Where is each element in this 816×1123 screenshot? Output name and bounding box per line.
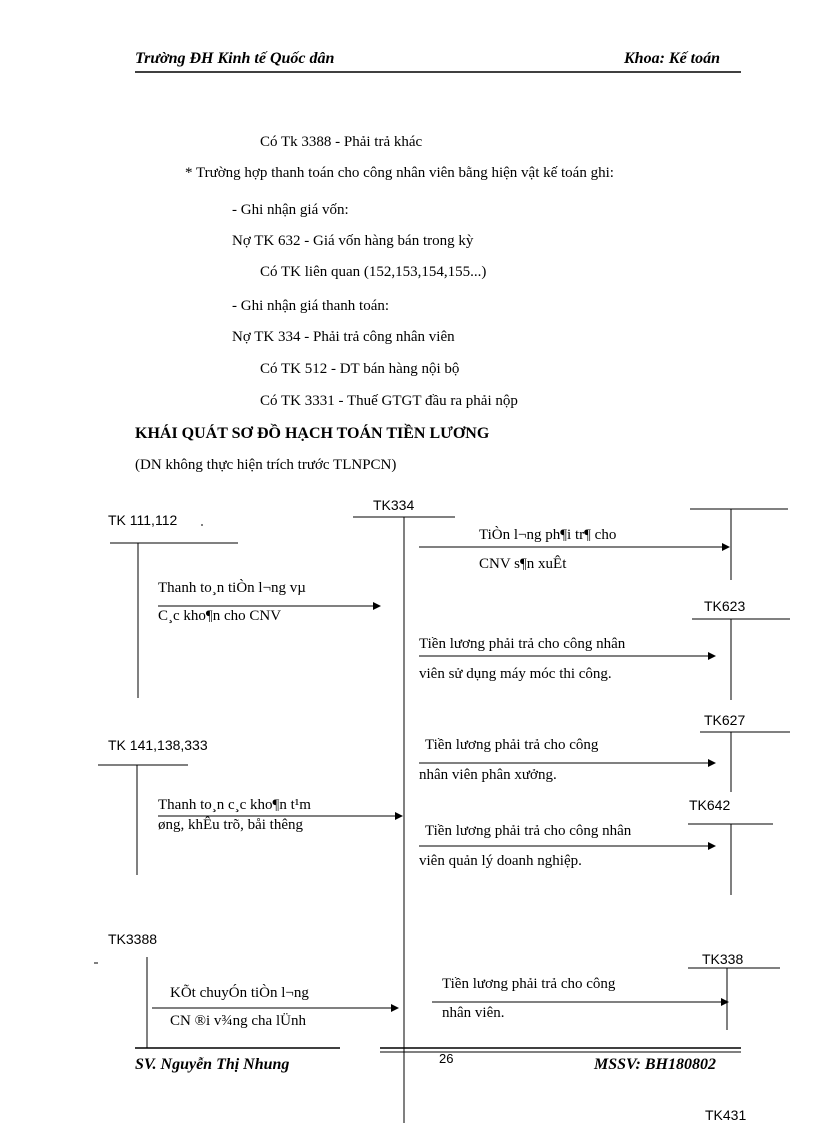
body-line: - Ghi nhận giá vốn: bbox=[232, 202, 349, 218]
flow-label: Tiền lương phải trả cho công bbox=[425, 737, 599, 753]
account-label-tk338: TK338 bbox=[702, 951, 744, 967]
section-subtitle: (DN không thực hiện trích trước TLNPCN) bbox=[135, 457, 397, 473]
flow-label: CN ®i v¾ng cha lÜnh bbox=[170, 1013, 306, 1029]
body-line: - Ghi nhận giá thanh toán: bbox=[232, 298, 390, 314]
account-label-tk334: TK334 bbox=[373, 497, 415, 513]
flow-label: CNV s¶n xuÊt bbox=[479, 556, 567, 572]
flow-label: Thanh to¸n tiÒn l¬ng vµ bbox=[158, 580, 306, 596]
flow-label: C¸c kho¶n cho CNV bbox=[158, 608, 282, 624]
flow-label: viên sử dụng máy móc thi công. bbox=[419, 666, 612, 682]
page-number: 26 bbox=[439, 1051, 454, 1066]
flow-label: Thanh to¸n c¸c kho¶n t¹m bbox=[158, 797, 311, 813]
account-label-tk431: TK431 bbox=[705, 1107, 747, 1123]
account-label-tk642: TK642 bbox=[689, 797, 731, 813]
flow-label: Tiền lương phải trả cho công nhân bbox=[425, 823, 632, 839]
header-department: Khoa: Kế toán bbox=[624, 50, 721, 67]
account-label-tk627: TK627 bbox=[704, 712, 746, 728]
flow-label: Tiền lương phải trả cho công bbox=[442, 976, 616, 992]
flow-label: Tiền lương phải trả cho công nhân bbox=[419, 636, 626, 652]
account-label-tk623: TK623 bbox=[704, 598, 746, 614]
flow-label: øng, khÊu trõ, båi thêng bbox=[158, 817, 303, 833]
body-line: Nợ TK 632 - Giá vốn hàng bán trong kỳ bbox=[232, 233, 474, 249]
flow-label: nhân viên phân xưởng. bbox=[419, 767, 557, 783]
section-title: KHÁI QUÁT SƠ ĐỒ HẠCH TOÁN TIỀN LƯƠNG bbox=[135, 425, 490, 442]
footer-student: SV. Nguyễn Thị Nhung bbox=[135, 1056, 290, 1073]
body-line: Có TK liên quan (152,153,154,155...) bbox=[260, 264, 487, 280]
body-line: Nợ TK 334 - Phải trả công nhân viên bbox=[232, 329, 455, 345]
flow-label: nhân viên. bbox=[442, 1005, 505, 1021]
account-label-tk111: TK 111,112 bbox=[108, 512, 178, 528]
account-label-tk3388: TK3388 bbox=[108, 931, 158, 947]
flow-label: TiÒn l¬ng ph¶i tr¶ cho bbox=[479, 527, 617, 543]
body-line: Có TK 3331 - Thuế GTGT đầu ra phải nộp bbox=[260, 393, 518, 409]
body-line: Có Tk 3388 - Phải trả khác bbox=[260, 134, 423, 150]
body-line: * Trường hợp thanh toán cho công nhân viên bằng hiện vật kế toán ghi: bbox=[185, 165, 614, 181]
account-label-tk141: TK 141,138,333 bbox=[108, 737, 208, 753]
flow-label: viên quản lý doanh nghiệp. bbox=[419, 853, 582, 869]
header-school: Trường ĐH Kinh tế Quốc dân bbox=[135, 50, 335, 67]
flow-label: KÕt chuyÓn tiÒn l¬ng bbox=[170, 985, 309, 1001]
footer-student-id: MSSV: BH180802 bbox=[594, 1056, 716, 1073]
body-line: Có TK 512 - DT bán hàng nội bộ bbox=[260, 361, 460, 377]
